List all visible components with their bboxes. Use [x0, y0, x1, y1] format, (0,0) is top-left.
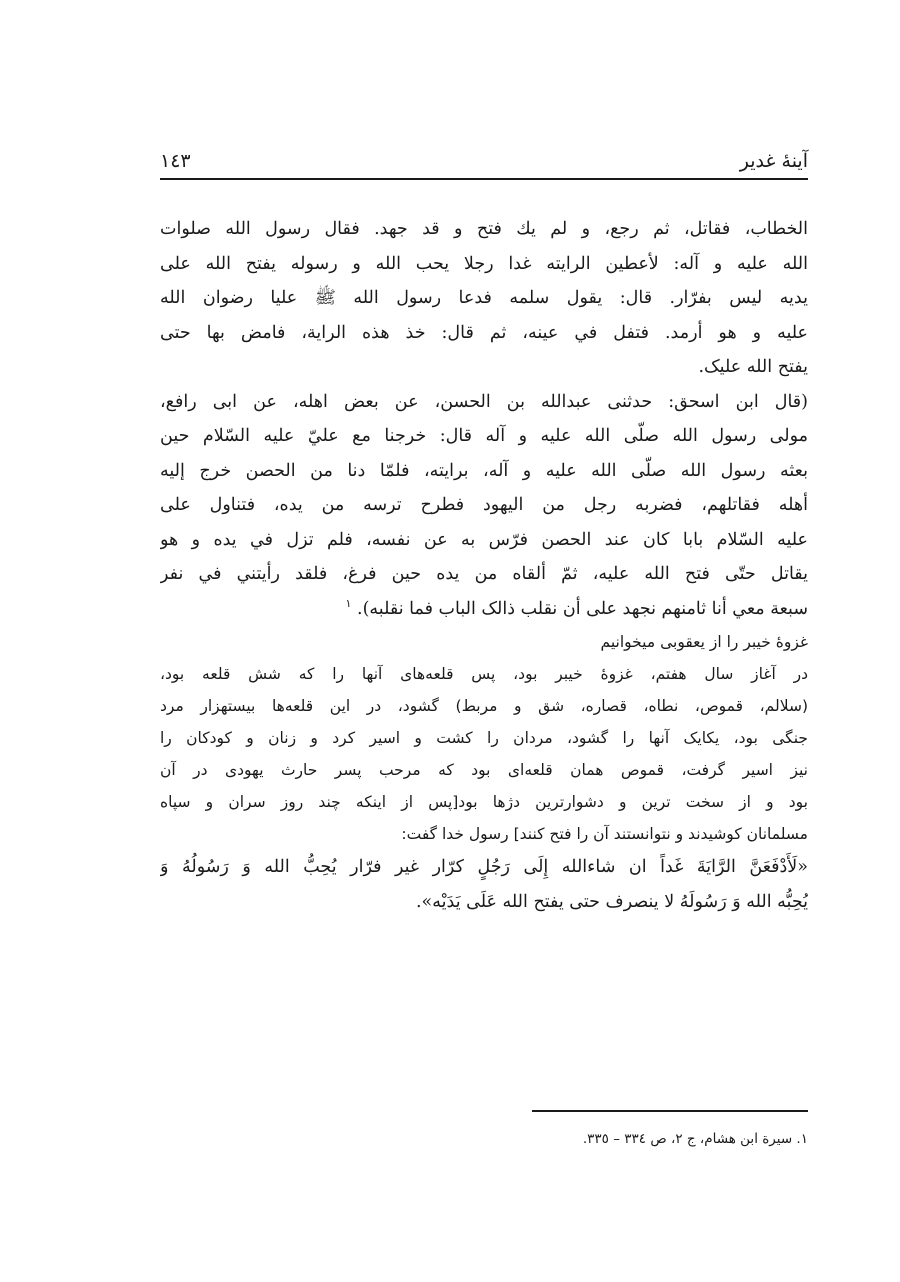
- text-line: «لَأَدْفَعَنَّ الرَّايَةَ غَداً ان شاءالله إِلَى رَجُلٍ كرّار غير فرّار يُحِبُّ الله وَ رَسُولُهُ وَ: [160, 857, 808, 877]
- running-header: [160, 146, 808, 180]
- text-line: يُحِبُّه الله وَ رَسُولَهُ لا ينصرف حتى يفتح الله عَلَى يَدَيْه».: [415, 891, 808, 912]
- book-title: آینهٔ غدیر: [739, 150, 808, 172]
- text-line: عليه و هو أرمد. فتفل في عينه، ثم قال: خذ هذه الراية، فامض بها حتى: [160, 322, 808, 343]
- text-line-with-footnote: [160, 592, 808, 627]
- text-line: (قال ابن اسحق: حدثنى عبدالله بن الحسن، عن بعض اهله، عن ابى رافع،: [160, 391, 808, 412]
- hadith-quote: [160, 850, 808, 919]
- page-number: ١٤٣: [160, 150, 191, 172]
- text-line: يديه ليس بفرّار. قال: يقول سلمه فدعا رسول الله ﷺ عليا رضوان الله: [160, 288, 808, 308]
- text-line: يقاتل حتّى فتح الله عليه، ثمّ ألقاه من يده حين فرغ، فلقد رأيتني في نفر: [160, 564, 808, 584]
- text-line: الخطاب، فقاتل، ثم رجع، و لم يك فتح و قد جهد. فقال رسول الله صلوات: [160, 219, 808, 239]
- text-line: يفتح الله عليک.: [698, 357, 808, 377]
- text-line: (سلالم، قموص، نطاه، قصاره، شق و مربط) گشود، در اين قلعه‌ها بيستهزار مرد: [160, 697, 808, 715]
- text-line: مسلمانان كوشيدند و نتوانستند آن را فتح كنند] رسول خدا گفت:: [401, 825, 808, 843]
- paragraph-2: [160, 385, 808, 627]
- header-divider: [160, 178, 808, 180]
- text-line: عليه السّلام بابا كان عند الحصن فرّس به عن نفسه، فلم تزل في يده و هو: [160, 529, 808, 550]
- text-line: الله عليه و آله: لأعطين الرايته غدا رجلا يحب الله و رسوله يفتح الله على: [160, 253, 808, 274]
- section-heading: [160, 626, 808, 658]
- text-line: بعثه رسول الله صلّى الله عليه و آله، برايته، فلمّا دنا من الحصن خرج إليه: [160, 460, 808, 481]
- text-line: مولى رسول الله صلّى الله عليه و آله قال: خرجنا مع عليّ عليه السّلام حين: [160, 426, 808, 446]
- footnote-divider: [532, 1110, 808, 1112]
- text-line: بود و از سخت ترين و دشوارترين دژها بود[پس از اينكه چند روز سران و سپاه: [160, 793, 808, 811]
- body-text: [160, 212, 808, 919]
- text-line: در آغاز سال هفتم، غزوهٔ خيبر بود، پس قلعه‌هاى آنها را كه شش قلعه بود،: [160, 665, 808, 683]
- text-line: سبعة معي أنا ثامنهم نجهد على أن نقلب ذالک الباب فما نقلبه).: [357, 598, 808, 619]
- paragraph-4: [160, 658, 808, 850]
- text-line: أهله فقاتلهم، فضربه رجل من اليهود فطرح ترسه من يده، فتناول على: [160, 495, 808, 515]
- paragraph-1: [160, 212, 808, 385]
- text-line: غزوهٔ خيبر را از يعقوبى ميخوانيم: [600, 633, 808, 651]
- text-line: نيز اسير گرفت، قموص همان قلعه‌اى بود كه مرحب پسر حارث يهودى در آن: [160, 761, 808, 779]
- footnote: ١. سيرة ابن هشام، ج ٢، ص ٣٣٤ – ٣٣٥.: [582, 1131, 808, 1147]
- text-line: جنگى بود، يكايک آنها را گشود، مردان را كشت و اسير كرد و زنان و كودكان را: [160, 729, 808, 747]
- footnote-marker[interactable]: ١: [345, 596, 352, 610]
